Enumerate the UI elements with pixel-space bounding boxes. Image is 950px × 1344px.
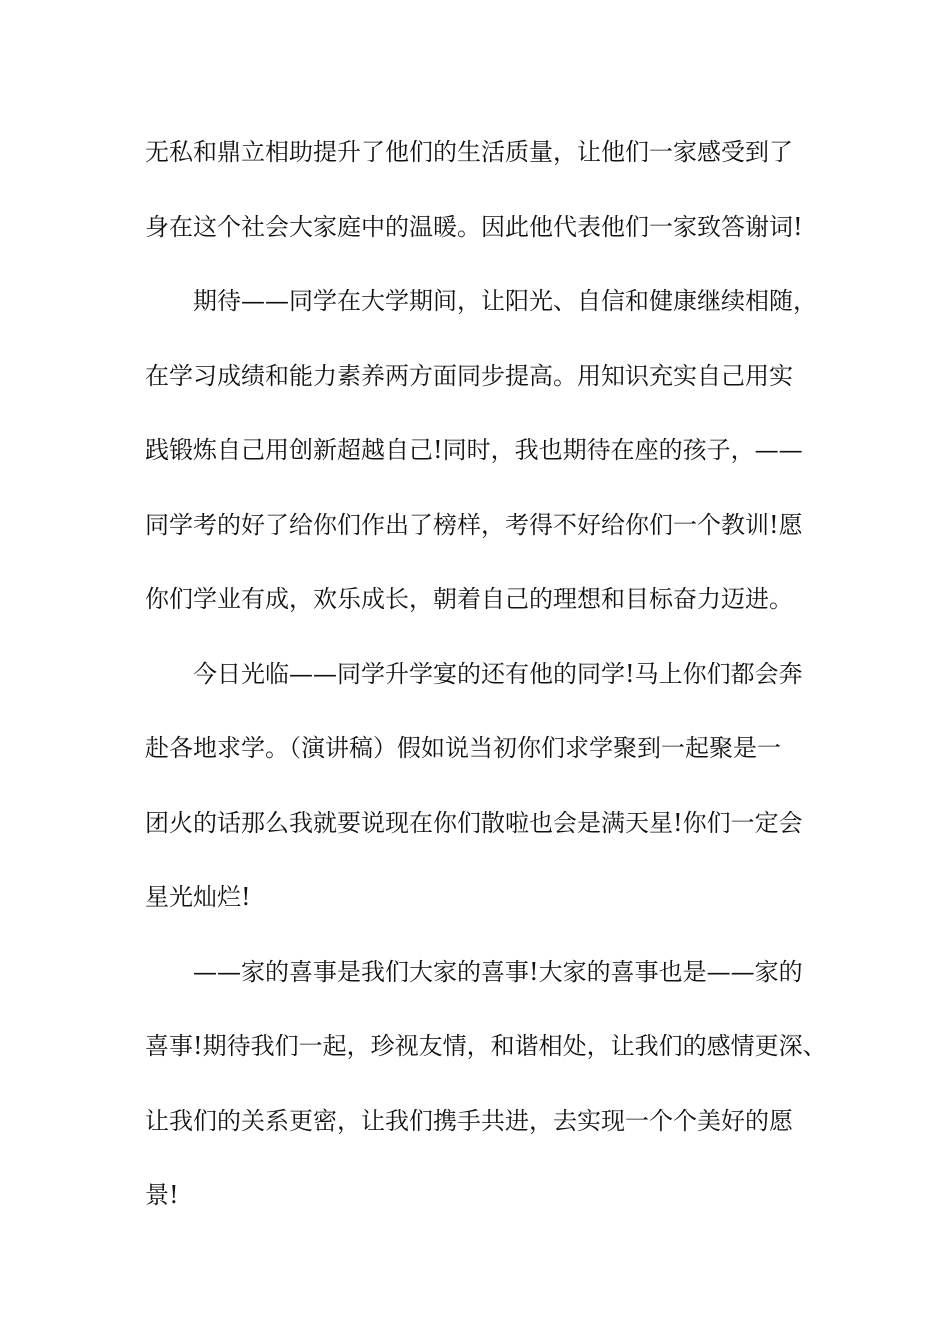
text-line: 赴各地求学。（演讲稿）假如说当初你们求学聚到一起聚是一 (145, 734, 781, 762)
text-line: 在学习成绩和能力素养两方面同步提高。用知识充实自己用实 (145, 361, 793, 390)
text-line: 无私和鼎立相助提升了他们的生活质量，让他们一家感受到了 (145, 138, 793, 166)
text-line: 景! (145, 1181, 179, 1209)
text-line: 身在这个社会大家庭中的温暖。因此他代表他们一家致答谢词! (145, 212, 803, 241)
text-line: 践锻炼自己用创新超越自己!同时，我也期待在座的孩子，—— (145, 436, 803, 464)
text-line: 期待——同学在大学期间，让阳光、自信和健康继续相随， (193, 287, 817, 315)
text-line: ——家的喜事是我们大家的喜事!大家的喜事也是——家的 (193, 957, 803, 986)
text-line: 同学考的好了给你们作出了榜样，考得不好给你们一个教训!愿 (145, 510, 803, 539)
text-line: 你们学业有成，欢乐成长，朝着自己的理想和目标奋力迈进。 (145, 585, 793, 613)
text-line: 让我们的关系更密，让我们携手共进，去实现一个个美好的愿 (145, 1106, 793, 1135)
text-line: 团火的话那么我就要说现在你们散啦也会是满天星!你们一定会 (145, 808, 803, 837)
text-line: 今日光临——同学升学宴的还有他的同学!马上你们都会奔 (193, 659, 803, 688)
text-line: 星光灿烂! (145, 883, 251, 911)
document-body (145, 126, 825, 1244)
text-line: 喜事!期待我们一起，珍视友情，和谐相处，让我们的感情更深、 (145, 1032, 827, 1060)
